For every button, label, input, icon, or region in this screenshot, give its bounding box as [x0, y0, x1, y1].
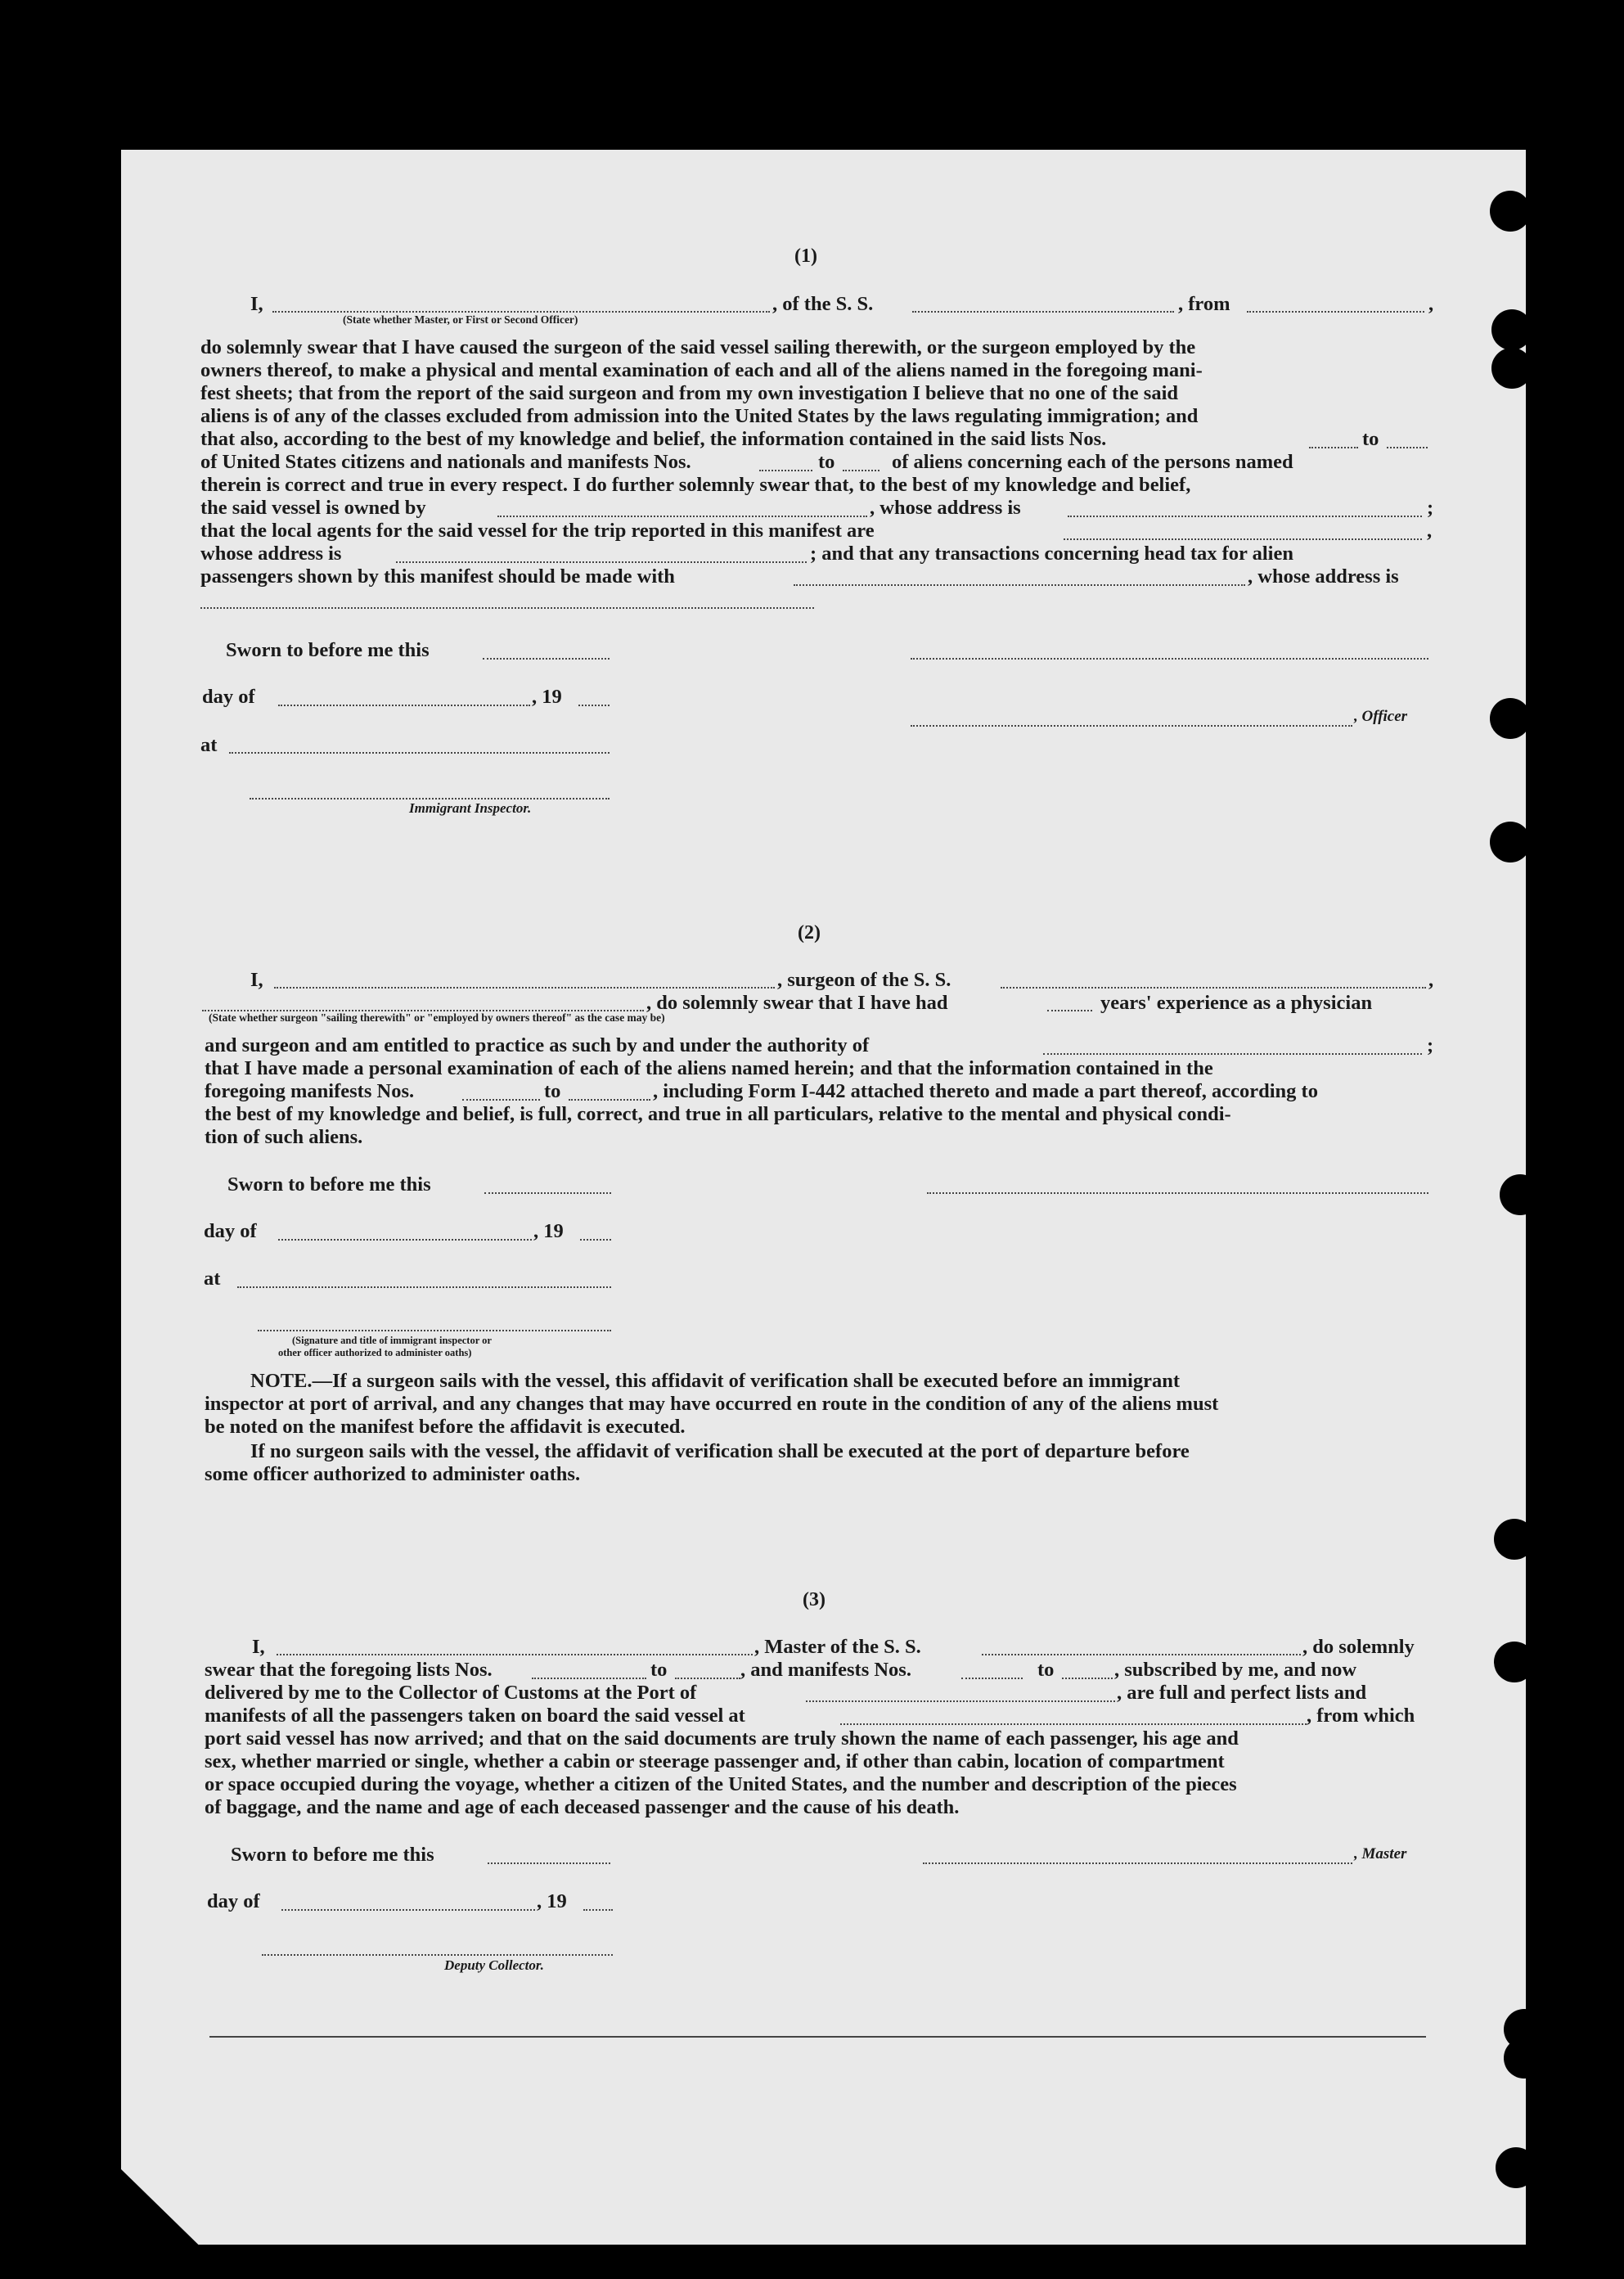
s2-line1-end: ,	[1428, 969, 1434, 991]
s3-blank-port	[806, 1700, 1115, 1702]
s3-blank-day	[281, 1909, 535, 1911]
s1-sworn-label: Sworn to before me this	[226, 639, 430, 661]
s1-para-line10a: whose address is	[200, 543, 342, 565]
s3-dayof-label: day of	[207, 1890, 260, 1912]
s1-blank-day	[278, 705, 530, 706]
s1-blank-owner	[497, 516, 867, 517]
s3-master-label: , Master	[1354, 1845, 1407, 1862]
s1-blank-from	[1247, 311, 1424, 313]
s2-para-line4: the best of my knowledge and belief, is full, correct, and true in all particulars, relative to the mental and physical condi-	[205, 1103, 1231, 1125]
s1-year-label: , 19	[532, 686, 562, 708]
s1-para-line6b: to	[818, 451, 835, 473]
s2-blank-inspector-sig	[258, 1330, 611, 1331]
s1-blank-at	[229, 752, 610, 754]
s2-sig-note-2: other officer authorized to administer oaths)	[278, 1347, 472, 1358]
s3-para-line1a: swear that the foregoing lists Nos.	[205, 1659, 493, 1681]
s1-dayof-label: day of	[202, 686, 255, 708]
s3-blank-ship	[982, 1654, 1301, 1655]
punch-hole-4	[1490, 698, 1531, 739]
s2-note-line5: some officer authorized to administer oaths.	[205, 1463, 581, 1485]
s2-status-note: (State whether surgeon "sailing therewith" or "employed by owners thereof" as the case may be)	[209, 1011, 665, 1024]
s3-year-label: , 19	[537, 1890, 567, 1912]
s3-para-line1e: , subscribed by me, and now	[1114, 1659, 1357, 1681]
s2-dayof-label: day of	[204, 1220, 257, 1242]
s2-line1-i: I,	[250, 969, 263, 991]
s2-blank-years	[1047, 1010, 1092, 1011]
s3-para-line3a: manifests of all the passengers taken on board the said vessel at	[205, 1705, 745, 1727]
s1-para-line11a: passengers shown by this manifest should be made with	[200, 565, 675, 588]
s2-sworn-label: Sworn to before me this	[227, 1173, 431, 1196]
s2-sig-note-1: (Signature and title of immigrant inspector or	[292, 1335, 492, 1346]
s2-para-line1a: and surgeon and am entitled to practice as such by and under the authority of	[205, 1034, 870, 1056]
punch-hole-10	[1504, 2038, 1545, 2079]
s2-blank-day	[278, 1239, 532, 1241]
s2-para-line5: tion of such aliens.	[205, 1126, 363, 1148]
s1-line1-end: ,	[1428, 293, 1434, 315]
s2-blank-at	[237, 1286, 611, 1288]
section-1-heading: (1)	[794, 245, 817, 267]
s3-para-line7: of baggage, and the name and age of each deceased passenger and the cause of his death.	[205, 1796, 960, 1818]
s1-blank-agents	[1064, 538, 1422, 540]
s1-para-line5b: to	[1362, 428, 1379, 450]
s3-para-line1b: to	[650, 1659, 668, 1681]
s2-line1-ship: , surgeon of the S. S.	[777, 969, 951, 991]
s1-at-label: at	[200, 734, 218, 756]
s3-para-line1c: , and manifests Nos.	[740, 1659, 911, 1681]
s1-para-line6c: of aliens concerning each of the persons named	[892, 451, 1293, 473]
s3-para-line6: or space occupied during the voyage, whether a citizen of the United States, and the number and description of the pieces	[205, 1773, 1237, 1795]
s1-blank-headtax	[794, 584, 1245, 586]
s2-blank-signature	[927, 1192, 1428, 1194]
punch-hole-8	[1494, 1642, 1535, 1682]
s3-collector-label: Deputy Collector.	[444, 1957, 544, 1973]
s1-blank-officer-sig	[911, 725, 1352, 727]
s2-para-line3b: to	[544, 1080, 561, 1102]
s1-para-line2: owners thereof, to make a physical and mental examination of each and all of the aliens named in the foregoing mani-	[200, 359, 1203, 381]
s1-para-line11b: , whose address is	[1248, 565, 1399, 588]
s1-blank-ship	[912, 311, 1174, 313]
s2-blank-manifests-to	[569, 1099, 650, 1101]
s3-para-line2b: , are full and perfect lists and	[1117, 1682, 1367, 1704]
s2-note-text1: —If a surgeon sails with the vessel, this affidavit of verification shall be executed before an immigrant	[312, 1370, 1181, 1392]
s1-line1-from: , from	[1178, 293, 1230, 315]
s2-note-label: NOTE.	[250, 1370, 313, 1392]
section-3-heading: (3)	[803, 1589, 825, 1610]
s3-para-line2a: delivered by me to the Collector of Customs at the Port of	[205, 1682, 697, 1704]
s3-blank-lists-to	[675, 1678, 740, 1679]
s1-blank-manifests-from	[759, 470, 812, 471]
s1-para-line8c: ;	[1427, 497, 1434, 519]
s3-line1-i: I,	[252, 1636, 265, 1658]
s3-para-line3b: , from which	[1307, 1705, 1415, 1727]
punch-hole-11	[1496, 2147, 1536, 2188]
s2-blank-authority	[1043, 1053, 1422, 1055]
punch-hole-6	[1500, 1174, 1541, 1215]
s2-para-line3a: foregoing manifests Nos.	[205, 1080, 415, 1102]
s3-para-line1d: to	[1037, 1659, 1055, 1681]
s2-note-line1	[250, 1369, 1180, 1393]
s1-blank-lists-to	[1387, 447, 1428, 448]
s1-para-line1: do solemnly swear that I have caused the surgeon of the said vessel sailing therewith, or the surgeon employed by the	[200, 336, 1196, 358]
s1-blank-lists-from	[1309, 447, 1358, 448]
s1-blank-headtax-address	[200, 607, 814, 609]
s3-para-line5: sex, whether married or single, whether a cabin or steerage passenger and, if other than cabin, location of compartment	[205, 1750, 1225, 1772]
s1-officer-note: (State whether Master, or First or Second Officer)	[343, 313, 578, 326]
s1-blank-manifests-to	[843, 470, 879, 471]
s2-note-line4: If no surgeon sails with the vessel, the affidavit of verification shall be executed at the port of departure before	[250, 1440, 1190, 1462]
s3-blank-manifests-to	[1062, 1678, 1113, 1679]
s1-para-line3: fest sheets; that from the report of the said surgeon and from my own investigation I believe that no one of the said	[200, 382, 1178, 404]
s3-sworn-label: Sworn to before me this	[231, 1844, 434, 1866]
s2-note-line3: be noted on the manifest before the affidavit is executed.	[205, 1416, 686, 1438]
s2-blank-year	[580, 1239, 611, 1241]
punch-hole-7	[1494, 1519, 1535, 1560]
s2-blank-manifests-from	[462, 1099, 540, 1101]
s3-blank-lists-from	[532, 1678, 646, 1679]
s2-line2b: years' experience as a physician	[1100, 992, 1373, 1014]
s1-para-line5a: that also, according to the best of my knowledge and belief, the information contained in the said lists Nos.	[200, 428, 1107, 450]
s3-blank-master-sig	[923, 1862, 1352, 1864]
s2-para-line2: that I have made a personal examination of each of the aliens named herein; and that the information contained in the	[205, 1057, 1213, 1079]
s1-para-line4: aliens is of any of the classes excluded from admission into the United States by the laws regulating immigration; and	[200, 405, 1199, 427]
bottom-rule	[209, 2036, 1426, 2038]
s3-blank-master	[277, 1654, 753, 1655]
punch-hole-2	[1491, 309, 1532, 350]
s2-blank-sworn	[484, 1192, 611, 1194]
s1-para-line8a: the said vessel is owned by	[200, 497, 426, 519]
s3-para-line4: port said vessel has now arrived; and that on the said documents are truly shown the name of each passenger, his age and	[205, 1727, 1239, 1750]
s3-blank-year	[583, 1909, 613, 1911]
s2-para-line3c: , including Form I-442 attached thereto and made a part thereof, according to	[653, 1080, 1318, 1102]
s1-blank-agents-address	[396, 561, 807, 563]
s3-blank-collector-sig	[262, 1954, 613, 1956]
s1-blank-signature	[911, 658, 1428, 660]
section-2-heading: (2)	[798, 922, 821, 944]
s2-note-line2: inspector at port of arrival, and any changes that may have occurred en route in the condition of any of the aliens must	[205, 1393, 1219, 1415]
s1-blank-officer	[272, 311, 770, 313]
s1-para-line9-end: ,	[1427, 520, 1433, 542]
s1-line1-i: I,	[250, 293, 263, 315]
s1-para-line9: that the local agents for the said vessel for the trip reported in this manifest are	[200, 520, 875, 542]
s2-line2a: , do solemnly swear that I have had	[646, 992, 948, 1014]
punch-hole-3	[1491, 348, 1532, 389]
s3-line1-end: , do solemnly	[1302, 1636, 1415, 1658]
s1-blank-year	[578, 705, 610, 706]
s1-blank-owner-address	[1068, 516, 1422, 517]
s1-para-line8b: , whose address is	[870, 497, 1021, 519]
s3-line1-ship: , Master of the S. S.	[754, 1636, 921, 1658]
s1-blank-sworn	[483, 658, 610, 660]
s1-para-line10b: ; and that any transactions concerning head tax for alien	[810, 543, 1293, 565]
s1-para-line7: therein is correct and true in every respect. I do further solemnly swear that, to the best of my knowledge and belief,	[200, 474, 1191, 496]
punch-hole-1	[1490, 191, 1531, 232]
s2-at-label: at	[204, 1268, 221, 1290]
s1-officer-label: , Officer	[1354, 708, 1408, 725]
s2-blank-ship	[1001, 987, 1426, 989]
s1-para-line6a: of United States citizens and nationals and manifests Nos.	[200, 451, 691, 473]
s2-para-line1b: ;	[1427, 1034, 1434, 1056]
s2-year-label: , 19	[533, 1220, 564, 1242]
s1-blank-inspector-sig	[250, 798, 610, 799]
s3-blank-manifests-from	[961, 1678, 1023, 1679]
s3-blank-sworn	[488, 1862, 610, 1864]
s1-line1-ship: , of the S. S.	[772, 293, 874, 315]
s2-blank-surgeon	[274, 987, 775, 989]
s3-blank-boarded-at	[840, 1723, 1307, 1725]
punch-hole-5	[1490, 822, 1531, 863]
s1-inspector-label: Immigrant Inspector.	[409, 800, 532, 816]
